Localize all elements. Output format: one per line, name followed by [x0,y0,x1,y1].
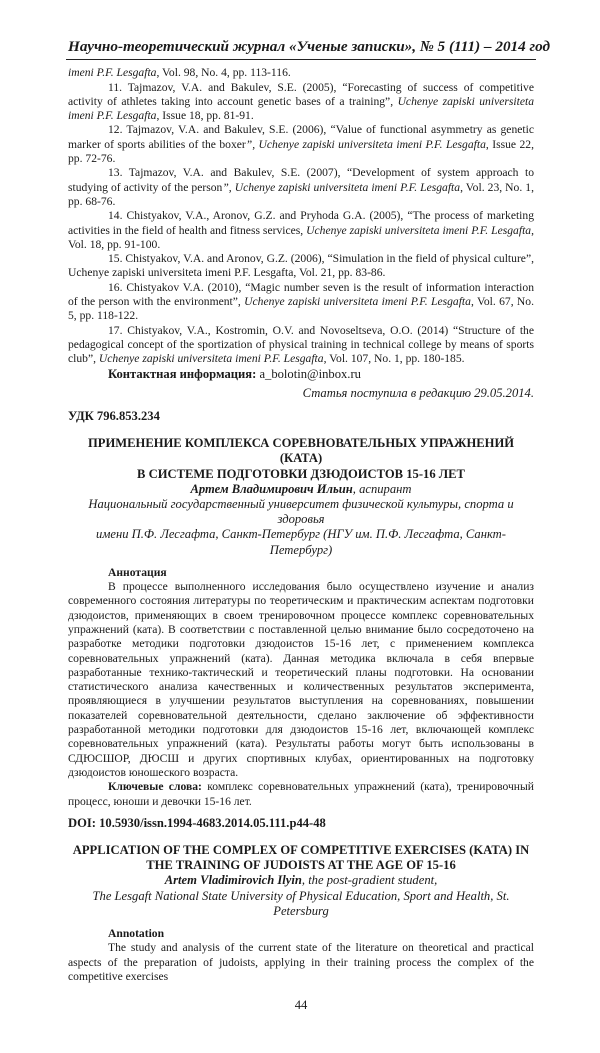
reference-details: , Vol. 67, No. 5, pp. 118-122. [68,295,534,323]
reference-text: 17. Chistyakov, V.A., Kostromin, O.V. and Novoseltseva, O.O. (2014) “Structure of the pedagogical concept of the sportization of physical training in technical college by means of sports club”, [68,323,534,366]
contact-label: Контактная информация: [108,366,257,381]
ru-annotation-text: В процессе выполненного исследования было осуществлено изучение и анализ современного состояния литературы по теоретическим и практическим аспектам подготовки дзюдоистов, применяющих в своем тренировочном процессе комплекс соревновательных упражнений (ката). В соответствии с поставленной целью внимание было сосредоточено на разработке методики подготовки дзюдоистов 15-16 лет, с применением комплекса соревновательных упражнений (ката). Данная методика включала в себя впервые разработанные технико-тактический и теоретический планы подготовки. На основании статистического анализа качественных и количественных результатов эксперимента, проявляющиеся в улучшении результатов выступления на соревнованиях, повышении показателей соревновательной деятельности, сделано заключение об эффективности разработанной методики подготовки для дзюдоистов 15-16 лет, включающей комплекс соревновательных упражнений (ката). Результаты работы могут быть использованы в СДЮСШОР, ДЮСШ и других спортивных клубах, ориентированных на подготовку дзюдоистов юношеского возраста. [68,580,534,779]
ru-keywords-text: комплекс соревновательных упражнений (ката), тренировочный процесс, юноши и девочки 15-16 лет. [68,780,534,808]
page-number: 44 [294,998,308,1013]
reference-details: , Issue 18, pp. 81-91. [156,109,254,123]
reference-journal: Uchenye zapiski universiteta imeni P.F. Lesgafta [306,223,532,237]
reference-journal: ”, Uchenye zapiski universiteta imeni P.F. Lesgafta [245,137,486,151]
reference-item [68,281,534,324]
en-title-line: APPLICATION OF THE COMPLEX OF COMPETITIVE EXERCISES (KATA) IN [72,843,530,858]
journal-header: Научно-теоретический журнал «Ученые записки», № 5 (111) – 2014 год [68,38,551,55]
ru-annotation-heading: Аннотация [108,565,167,579]
reference-journal: imeni P.F. Lesgafta [68,66,157,80]
reference-text: 15. Chistyakov, V.A. and Aronov, G.Z. (2006), “Simulation in the field of physical culture”, Uchenye zapiski universiteta imeni P.F. Lesgafta, Vol. 21, pp. 83-86. [68,252,534,280]
en-author-name: Artem Vladimirovich Ilyin [164,873,302,888]
reference-journal: Uchenye zapiski universiteta imeni P.F. Lesgafta [68,94,534,123]
ru-keywords-label: Ключевые слова: [108,780,202,794]
references-list [68,66,534,401]
received-date: Статья поступила в редакцию 29.05.2014. [302,385,534,400]
reference-item [68,166,534,209]
en-annotation-heading: Annotation [108,927,165,941]
reference-text: 11. Tajmazov, V.A. and Bakulev, S.E. (2005), “Forecasting of success of competitive activity of athletes taking into account genetic bases of a training”, [68,80,534,108]
ru-author-name: Артем Владимирович Ильин [190,481,353,496]
reference-text: 12. Tajmazov, V.A. and Bakulev, S.E. (2006), “Value of functional asymmetry as genetic marker of sports abilities of the boxer [68,123,534,151]
udc-code: УДК 796.853.234 [68,408,160,423]
ru-title-line: ПРИМЕНЕНИЕ КОМПЛЕКСА СОРЕВНОВАТЕЛЬНЫХ УПРАЖНЕНИЙ (КАТА) [87,436,515,466]
ru-author-role: , аспирант [352,481,412,496]
reference-text: 13. Tajmazov, V.A. and Bakulev, S.E. (2007), “Development of system approach to studying of activity of the person [68,166,534,194]
ru-keywords [68,780,534,809]
en-annotation [68,927,534,984]
reference-text: 16. Chistyakov V.A. (2010), “Magic number seven is the result of information interaction of the person with the environment”, [68,280,534,309]
reference-details: , Vol. 18, pp. 91-100. [68,223,534,251]
reference-details: , Issue 22, pp. 72-76. [68,137,534,166]
reference-details: , Vol. 107, No. 1, pp. 180-185. [323,352,465,366]
reference-details: , Vol. 98, No. 4, pp. 113-116. [156,66,291,80]
reference-continued [68,66,534,80]
ru-title-line: В СИСТЕМЕ ПОДГОТОВКИ ДЗЮДОИСТОВ 15-16 ЛЕТ [137,466,465,481]
ru-author [68,482,534,497]
doi[interactable]: DOI: 10.5930/issn.1994-4683.2014.05.111.p44-48 [68,815,326,830]
reference-text: 14. Chistyakov, V.A., Aronov, G.Z. and Pryhoda G.A. (2005), “The process of marketing activities in the field of health and fitness services, [68,209,534,237]
en-title-line: THE TRAINING OF JUDOISTS AT THE AGE OF 15-16 [146,858,456,873]
ru-annotation [68,566,534,809]
contact-info [68,367,534,382]
reference-item [68,324,534,367]
reference-journal: ”, Uchenye zapiski universiteta imeni P.F. Lesgafta [222,180,461,194]
en-affiliation: The Lesgaft National State University of Physical Education, Sport and Health, St. Petersburg [92,888,510,918]
reference-item [68,209,534,252]
reference-item [68,81,534,124]
reference-journal: Uchenye zapiski universiteta imeni P.F. Lesgafta [98,352,324,366]
en-author-role: , the post-gradient student, [301,873,438,888]
reference-item [68,123,534,166]
en-article-header [68,843,534,919]
reference-item [68,252,534,281]
ru-article-header [68,436,534,558]
contact-email[interactable]: a_bolotin@inbox.ru [259,366,361,381]
header-rule [66,59,536,60]
ru-affiliation: имени П.Ф. Лесгафта, Санкт-Петербург (НГУ им. П.Ф. Лесгафта, Санкт-Петербург) [96,527,506,557]
reference-journal: Uchenye zapiski universiteta imeni P.F. Lesgafta [244,295,471,309]
en-annotation-text: The study and analysis of the current state of the literature on theoretical and practical aspects of the preparation of judoists, applying in their training process the complex of the competitive exercises [68,941,534,983]
en-author [68,873,534,888]
ru-affiliation: Национальный государственный университет физической культуры, спорта и здоровья [88,496,514,527]
reference-details: , Vol. 23, No. 1, pp. 68-76. [68,180,534,208]
